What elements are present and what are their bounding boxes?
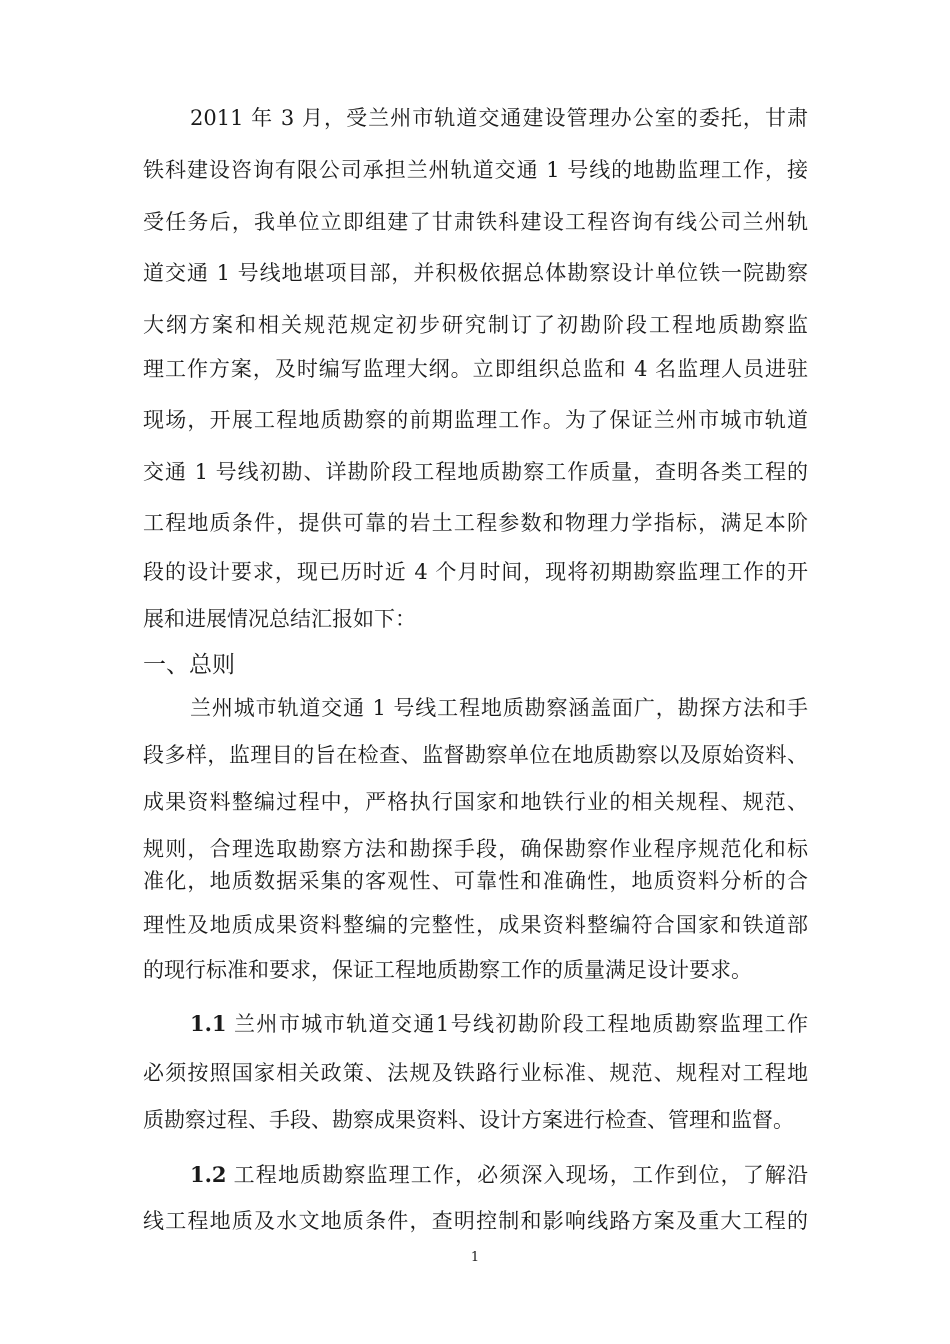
intro-line: 道交通 1 号线地堪项目部，并积极依据总体勘察设计单位铁一院勘察 [143,261,808,285]
general-line: 准化，地质数据采集的客观性、可靠性和准确性，地质资料分析的合 [143,869,808,893]
item-1-1-text: 兰州市城市轨道交通1号线初勘阶段工程地质勘察监理工作 [232,1012,808,1036]
item-1-1-first-line [190,1009,808,1039]
item-1-2-line: 线工程地质及水文地质条件，查明控制和影响线路方案及重大工程的 [143,1209,808,1233]
intro-line: 交通 1 号线初勘、详勘阶段工程地质勘察工作质量，查明各类工程的 [143,460,808,484]
item-1-2-number: 1.2 [190,1162,227,1187]
general-line: 的现行标准和要求，保证工程地质勘察工作的质量满足设计要求。 [143,958,752,982]
intro-line: 段的设计要求，现已历时近 4 个月时间，现将初期勘察监理工作的开 [143,560,808,584]
general-line: 规则，合理选取勘察方法和勘探手段，确保勘察作业程序规范化和标 [143,837,808,861]
general-line: 理性及地质成果资料整编的完整性，成果资料整编符合国家和铁道部 [143,913,808,937]
intro-line: 大纲方案和相关规范规定初步研究制订了初勘阶段工程地质勘察监 [143,313,808,337]
intro-line: 理工作方案，及时编写监理大纲。立即组织总监和 4 名监理人员进驻 [143,357,808,381]
intro-line: 现场，开展工程地质勘察的前期监理工作。为了保证兰州市城市轨道 [143,408,808,432]
intro-line: 受任务后，我单位立即组建了甘肃铁科建设工程咨询有线公司兰州轨 [143,210,808,234]
intro-line: 2011 年 3 月，受兰州市轨道交通建设管理办公室的委托，甘肃 [190,106,808,130]
item-1-1-line: 质勘察过程、手段、勘察成果资料、设计方案进行检查、管理和监督。 [143,1108,794,1132]
item-1-2-text: 工程地质勘察监理工作，必须深入现场，工作到位，了解沿 [232,1163,808,1187]
item-1-2-first-line [190,1160,808,1190]
general-line: 兰州城市轨道交通 1 号线工程地质勘察涵盖面广，勘探方法和手 [190,696,808,720]
page-number: 1 [470,1250,480,1265]
general-line: 成果资料整编过程中，严格执行国家和地铁行业的相关规程、规范、 [143,790,808,814]
intro-line: 展和进展情况总结汇报如下： [143,607,416,631]
item-1-1-line: 必须按照国家相关政策、法规及铁路行业标准、规范、规程对工程地 [143,1061,808,1085]
general-line: 段多样，监理目的旨在检查、监督勘察单位在地质勘察以及原始资料、 [143,743,808,767]
item-1-1-number: 1.1 [190,1011,227,1036]
section-heading: 一、总则 [143,652,235,678]
intro-line: 工程地质条件，提供可靠的岩土工程参数和物理力学指标，满足本阶 [143,511,808,535]
intro-line: 铁科建设咨询有限公司承担兰州轨道交通 1 号线的地勘监理工作，接 [143,158,808,182]
